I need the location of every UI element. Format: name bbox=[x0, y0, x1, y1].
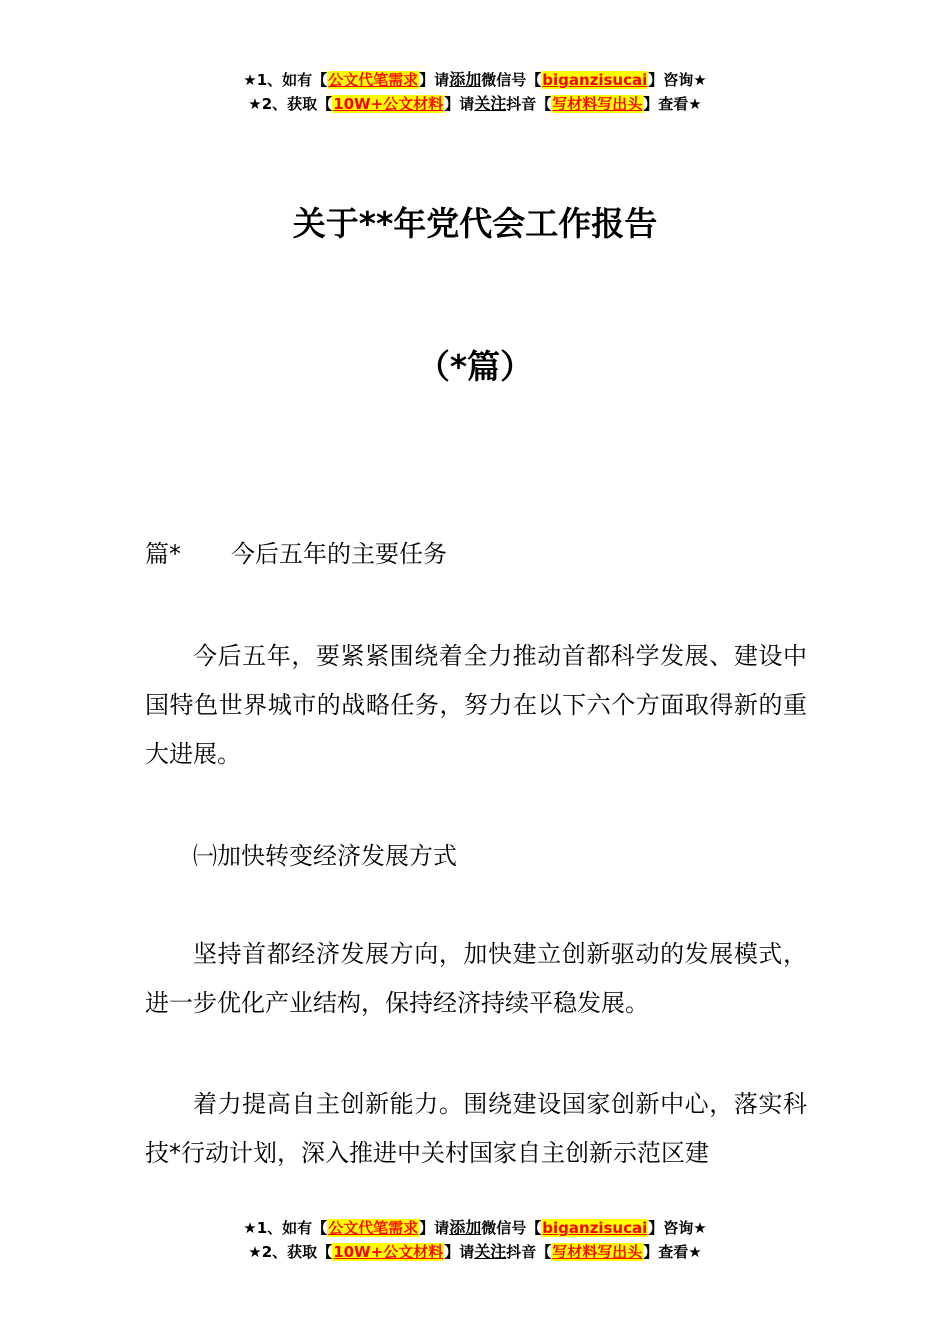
paragraph: 坚持首都经济发展方向，加快建立创新驱动的发展模式，进一步优化产业结构，保持经济持续平稳发展。 bbox=[145, 940, 807, 1017]
paragraph-3-block bbox=[145, 1080, 807, 1178]
paragraph: 着力提高自主创新能力。围绕建设国家创新中心，落实科技*行动计划，深入推进中关村国家自主创新示范区建 bbox=[145, 1090, 807, 1167]
banner-text: 】咨询★ bbox=[648, 1219, 707, 1237]
document-subtitle: （*篇） bbox=[416, 347, 534, 386]
document-title: 关于**年党代会工作报告 bbox=[292, 204, 658, 243]
banner-line-2 bbox=[0, 92, 950, 116]
banner-text: ★1、如有【 bbox=[243, 71, 328, 89]
underlined-text: 关注 bbox=[474, 94, 507, 113]
banner-text: 】请 bbox=[444, 1243, 475, 1261]
banner-text: ★1、如有【 bbox=[243, 1219, 328, 1237]
underlined-text: 添加 bbox=[449, 70, 482, 89]
banner-text: 】请 bbox=[419, 71, 450, 89]
banner-text: ★2、获取【 bbox=[248, 95, 333, 113]
section-heading bbox=[145, 532, 447, 576]
banner-text: 微信号【 bbox=[481, 1219, 542, 1237]
paragraph: 今后五年，要紧紧围绕着全力推动首都科学发展、建设中国特色世界城市的战略任务，努力在以下六个方面取得新的重大进展。 bbox=[145, 642, 807, 768]
subheading: ㈠加快转变经济发展方式 bbox=[193, 842, 457, 870]
highlight-text: 10W+公文材料 bbox=[333, 1243, 444, 1261]
banner-text: 】请 bbox=[444, 95, 475, 113]
underlined-text: 添加 bbox=[449, 1218, 482, 1237]
highlight-text: 10W+公文材料 bbox=[333, 95, 444, 113]
banner-text: 】请 bbox=[419, 1219, 450, 1237]
banner-text: 抖音【 bbox=[506, 95, 552, 113]
douyin-id: 写材料写出头 bbox=[552, 1243, 643, 1261]
wechat-id: biganzisucai bbox=[542, 71, 648, 89]
banner-line-1 bbox=[0, 1216, 950, 1240]
highlight-text: 公文代笔需求 bbox=[328, 1219, 419, 1237]
header-banner bbox=[0, 68, 950, 116]
banner-text: ★2、获取【 bbox=[248, 1243, 333, 1261]
highlight-text: 公文代笔需求 bbox=[328, 71, 419, 89]
banner-line-1 bbox=[0, 68, 950, 92]
paragraph-1-block bbox=[145, 632, 807, 779]
banner-text: 微信号【 bbox=[481, 71, 542, 89]
wechat-id: biganzisucai bbox=[542, 1219, 648, 1237]
douyin-id: 写材料写出头 bbox=[552, 95, 643, 113]
banner-text: 】咨询★ bbox=[648, 71, 707, 89]
paragraph-2-block bbox=[145, 930, 807, 1028]
banner-text: 抖音【 bbox=[506, 1243, 552, 1261]
subheading-block bbox=[145, 832, 807, 881]
banner-line-2 bbox=[0, 1240, 950, 1264]
footer-banner bbox=[0, 1216, 950, 1264]
banner-text: 】查看★ bbox=[643, 95, 702, 113]
underlined-text: 关注 bbox=[474, 1242, 507, 1261]
section-title: 今后五年的主要任务 bbox=[231, 540, 447, 568]
banner-text: 】查看★ bbox=[643, 1243, 702, 1261]
section-label: 篇* bbox=[145, 540, 181, 568]
